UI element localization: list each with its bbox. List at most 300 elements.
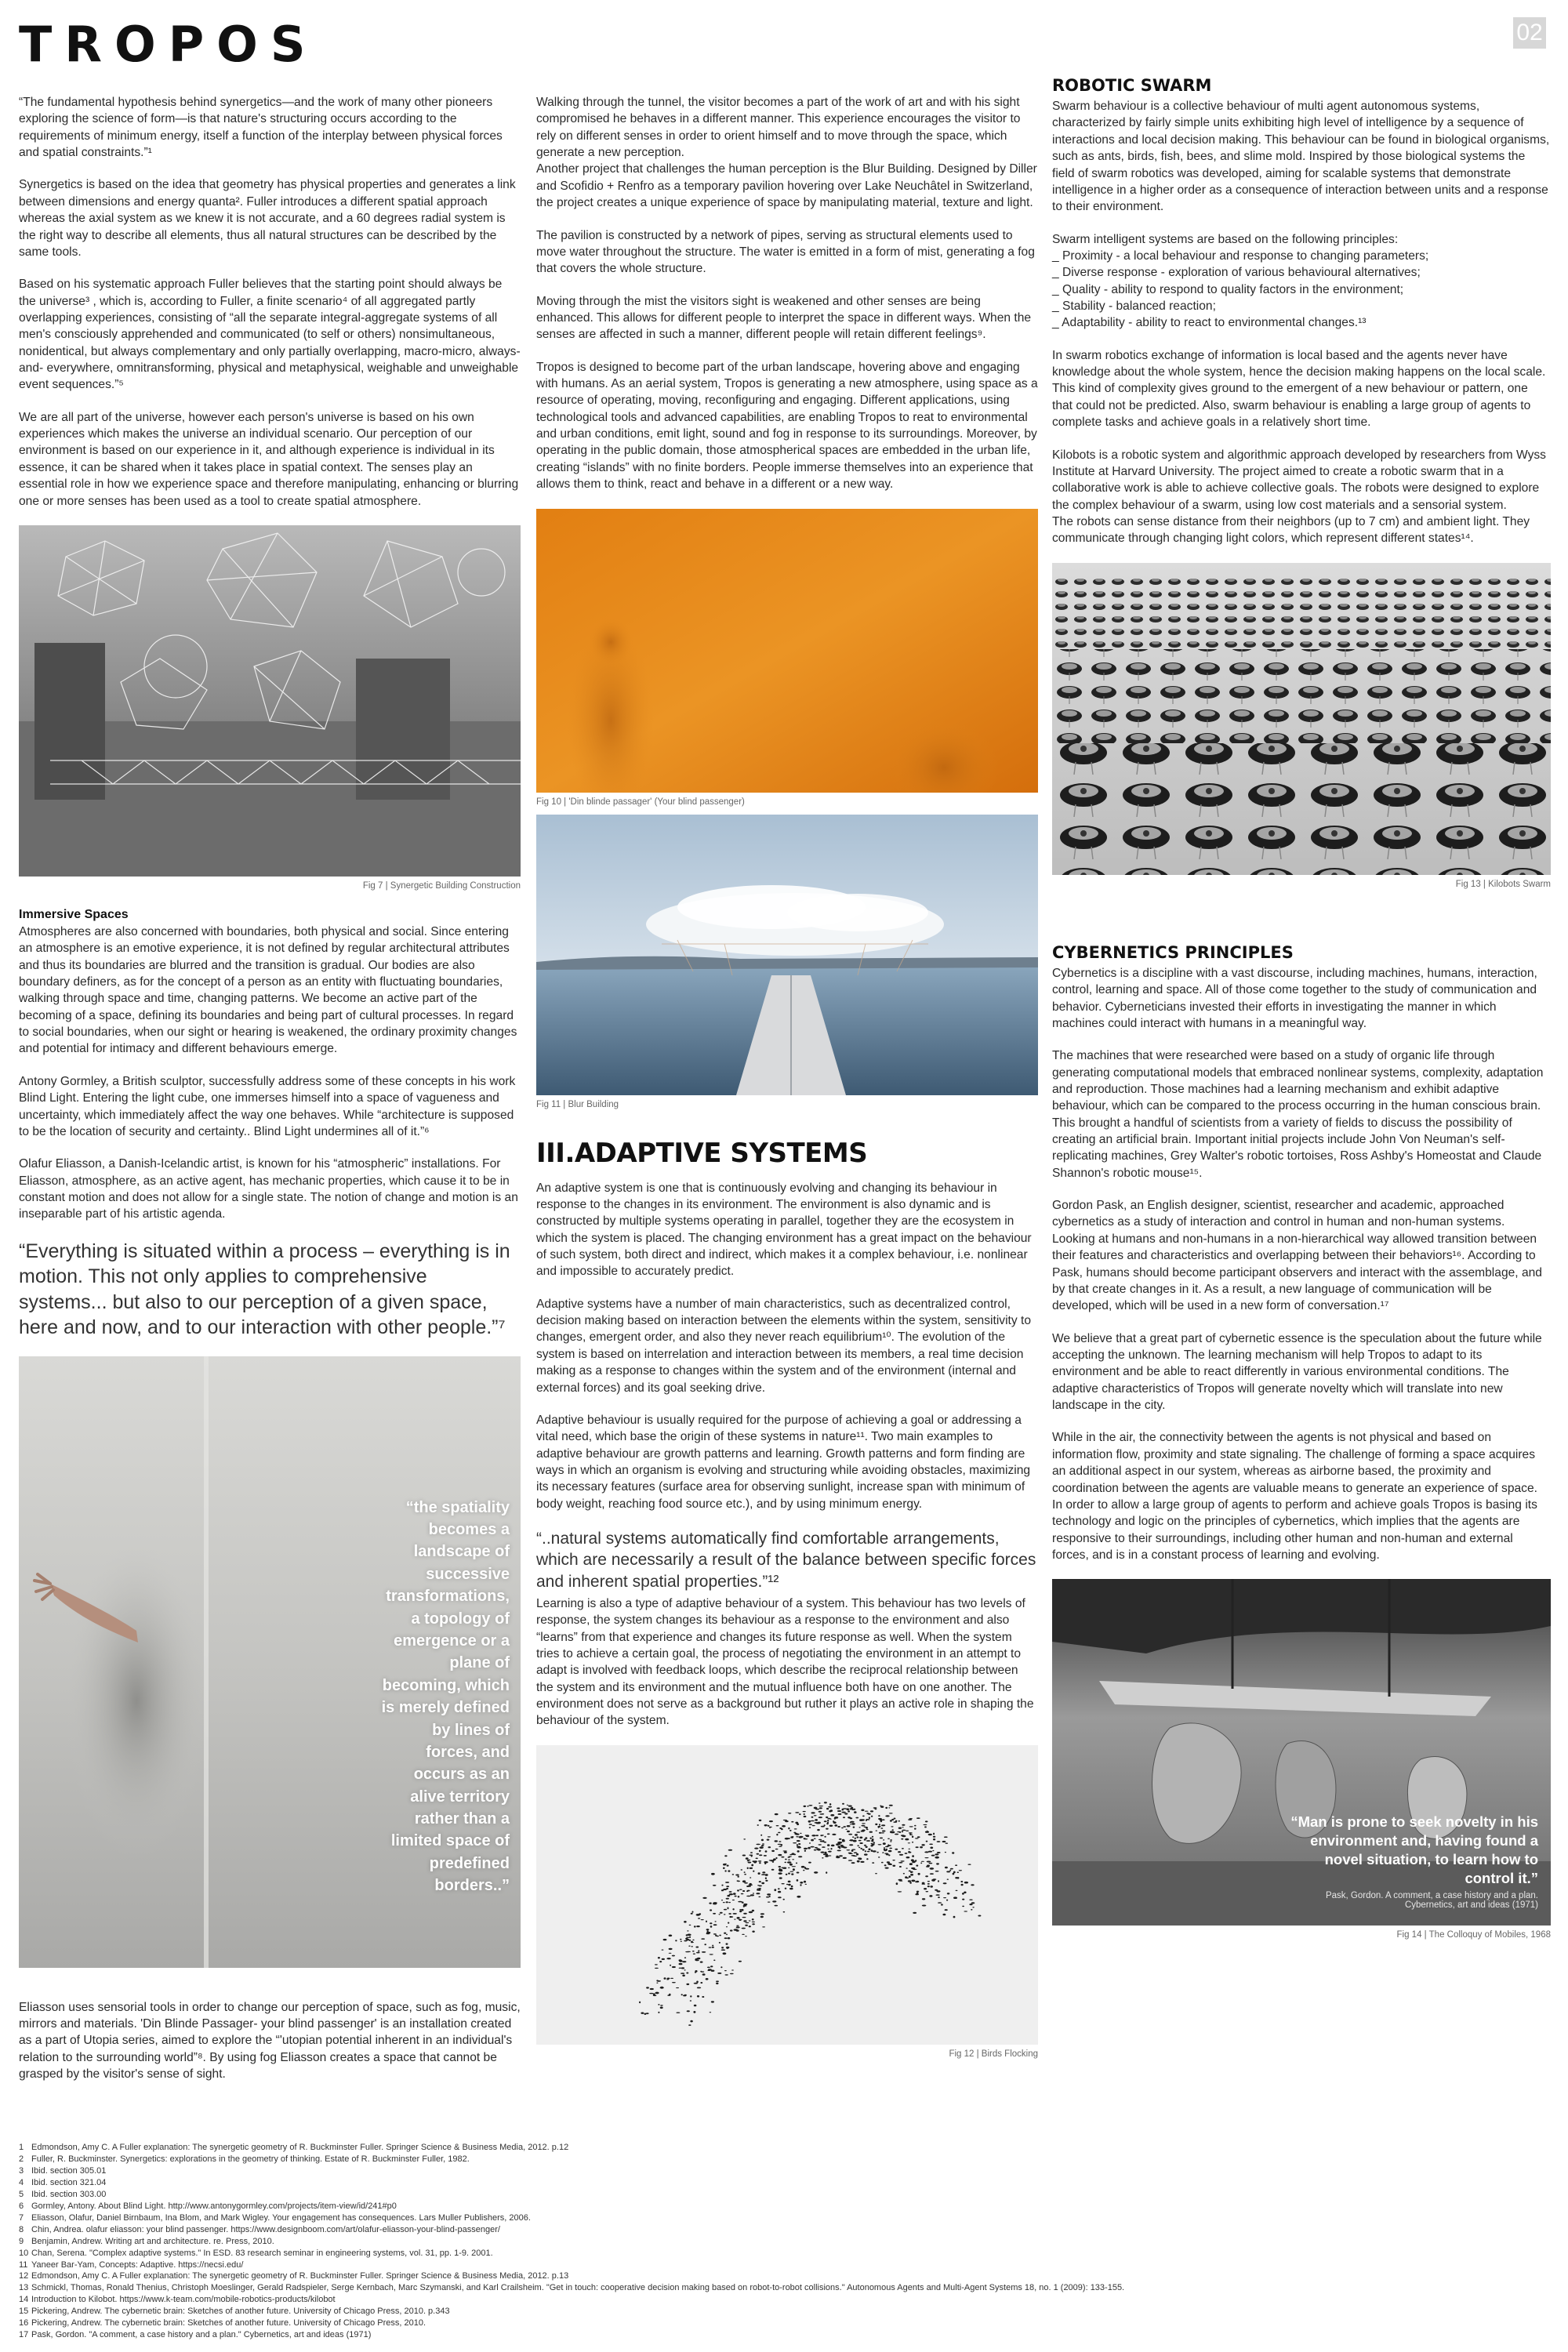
bird-mark	[818, 1817, 822, 1818]
bird-mark	[901, 1838, 903, 1839]
bird-mark	[689, 1939, 691, 1940]
bird-mark	[662, 1949, 664, 1950]
bird-mark	[804, 1848, 808, 1849]
bird-mark	[745, 1924, 748, 1926]
bird-mark	[759, 1849, 761, 1850]
bird-mark	[882, 1830, 886, 1831]
bird-mark	[856, 1853, 858, 1856]
bird-mark	[788, 1883, 791, 1886]
bird-mark	[641, 2012, 644, 2013]
bird-mark	[670, 1978, 673, 1979]
bird-mark	[937, 1890, 941, 1892]
bird-mark	[710, 1922, 712, 1924]
bird-mark	[793, 1842, 797, 1843]
bird-mark	[787, 1838, 790, 1839]
bird-mark	[956, 1889, 958, 1890]
bird-mark	[883, 1842, 886, 1845]
bird-mark	[719, 1942, 720, 1944]
bird-mark	[854, 1811, 857, 1813]
bird-mark	[681, 1967, 684, 1969]
bird-mark	[767, 1838, 770, 1840]
bird-mark	[723, 1867, 725, 1868]
bird-mark	[656, 1980, 659, 1981]
footnote	[19, 2329, 1555, 2341]
bird-mark	[773, 1858, 776, 1860]
bird-mark	[721, 1889, 724, 1891]
bird-mark	[772, 1900, 776, 1902]
bird-mark	[938, 1896, 940, 1898]
paragraph: We are all part of the universe, however each person's universe is based on his own experiences which makes the universe an individual scenario. Our perception of our environment is based on our experience in it, and although experience is individual in its essence, it can be shared when it takes place in spatial context. The senses play an essential role in how we experience space and therefore manipulating, enhancing or blurring one or more senses has been used as a tool to create spatial atmosphere.	[19, 410, 519, 508]
bird-mark	[895, 1849, 898, 1850]
footnote	[19, 2282, 1555, 2294]
bird-mark	[687, 1930, 688, 1931]
footnote-number: 17	[19, 2330, 29, 2340]
bird-mark	[728, 1870, 730, 1871]
bird-mark	[902, 1829, 906, 1831]
bird-mark	[929, 1895, 932, 1897]
footnote-number: 10	[19, 2248, 29, 2258]
paragraph: “The fundamental hypothesis behind synergetics—and the work of many other pioneers exploring the science of form—is that nature's structuring occurs according to the requirements of minimum energy, itself a function of the interplay between physical forces and spatial constraints.”¹	[19, 96, 503, 160]
footnote	[19, 2189, 1555, 2201]
bird-mark	[914, 1828, 916, 1829]
bird-mark	[815, 1835, 818, 1836]
bird-mark	[971, 1909, 972, 1911]
paragraph: Moving through the mist the visitors sight is weakened and other senses are being enhanced. This allows for different people to interpret the space in different ways. When the senses are affected in such a manner, different people will retain different feelings⁹.	[536, 294, 1032, 342]
footnote-number: 9	[19, 2236, 24, 2246]
bird-mark	[768, 1824, 770, 1826]
bird-mark	[726, 1901, 728, 1903]
bird-mark	[827, 1848, 829, 1849]
bird-mark	[778, 1854, 782, 1856]
bird-mark	[688, 2024, 691, 2026]
footnote	[19, 2177, 1555, 2189]
bird-mark	[706, 1920, 707, 1922]
bird-mark	[905, 1876, 907, 1878]
bird-mark	[726, 1943, 728, 1944]
bird-mark	[817, 1849, 821, 1851]
bird-mark	[878, 1815, 880, 1817]
bird-mark	[735, 1895, 737, 1896]
bird-mark	[826, 1871, 827, 1874]
bird-mark	[639, 2001, 641, 2003]
bird-mark	[757, 1889, 760, 1891]
footnote-text: Gormley, Antony. About Blind Light. http://www.antonygormley.com/projects/item-view/id/241#p0	[31, 2201, 397, 2211]
bird-mark	[853, 1826, 855, 1828]
bird-mark	[905, 1838, 909, 1841]
bird-mark	[795, 1812, 799, 1813]
bird-mark	[809, 1842, 811, 1843]
bird-mark	[865, 1810, 869, 1811]
bird-mark	[887, 1861, 890, 1863]
bird-mark	[788, 1859, 790, 1860]
bird-mark	[824, 1824, 826, 1826]
bird-mark	[738, 1896, 740, 1897]
bird-mark	[696, 1980, 699, 1983]
bird-mark	[889, 1864, 892, 1865]
bird-mark	[921, 1860, 924, 1861]
bird-mark	[803, 1811, 806, 1812]
bird-mark	[688, 1945, 690, 1946]
bird-mark	[799, 1836, 803, 1838]
bird-mark	[655, 1967, 659, 1968]
bird-mark	[818, 1839, 822, 1840]
bird-mark	[706, 1929, 710, 1930]
figure-blind-passenger	[536, 509, 1038, 793]
bird-mark	[720, 1966, 722, 1968]
bird-mark	[931, 1879, 935, 1882]
bird-mark	[772, 1861, 774, 1863]
bird-mark	[696, 1952, 700, 1954]
figure-caption: Fig 11 | Blur Building	[536, 1099, 619, 1109]
bird-mark	[746, 1922, 750, 1923]
bird-mark	[724, 1932, 726, 1933]
bird-mark	[707, 1970, 710, 1971]
footnote-text: Edmondson, Amy C. A Fuller explanation: The synergetic geometry of R. Buckminster Fuller. Springer Science & Business Media, 2012. p.12	[31, 2143, 569, 2152]
bird-mark	[913, 1912, 916, 1914]
bird-mark	[778, 1888, 780, 1889]
bird-mark	[721, 1947, 724, 1948]
bird-mark	[915, 1893, 919, 1895]
bird-mark	[804, 1880, 806, 1882]
bird-mark	[837, 1810, 841, 1812]
bird-mark	[927, 1860, 931, 1862]
bird-mark	[902, 1824, 905, 1826]
bird-mark	[710, 1954, 713, 1955]
bird-mark	[758, 1860, 761, 1862]
bird-mark	[933, 1838, 935, 1840]
bird-mark	[886, 1853, 889, 1855]
bird-mark	[910, 1834, 913, 1835]
footnote-text: Fuller, R. Buckminster. Synergetics: explorations in the geometry of thinking. Estate of R. Buckminster Fuller, 1982.	[31, 2154, 470, 2164]
bird-mark	[843, 1808, 848, 1809]
bird-mark	[884, 1849, 887, 1851]
footnote-text: Eliasson, Olafur, Daniel Birnbaum, Ina Blom, and Mark Wigley. Your engagement has consequences. Lars Muller Publishers, 2006.	[31, 2212, 531, 2223]
bird-mark	[739, 1961, 742, 1962]
bird-mark	[759, 1854, 762, 1856]
bird-mark	[681, 1994, 683, 1995]
footnote-number: 1	[19, 2143, 24, 2152]
footnote-text: Chin, Andrea. olafur eliasson: your blind passenger. https://www.designboom.com/art/olafur-eliasson-your-blind-passenger/	[31, 2224, 500, 2234]
bird-mark	[781, 1844, 783, 1846]
bird-mark	[789, 1856, 792, 1857]
bird-mark	[911, 1867, 915, 1869]
bird-mark	[700, 1961, 703, 1962]
bird-mark	[757, 1824, 759, 1826]
bird-mark	[889, 1805, 893, 1806]
paragraph: Antony Gormley, a British sculptor, successfully address some of these concepts in his work Blind Light. Entering the light cube, one immerses himself into a space of vagueness and uncertainty, which immediately affect the way one behaves. While “architecture is supposed to be the location of security and certainty.. Blind Light undermines all of it.”⁶	[19, 1074, 516, 1138]
bird-mark	[812, 1825, 815, 1826]
bird-mark	[898, 1862, 902, 1864]
bird-mark	[762, 1926, 765, 1927]
bird-mark	[793, 1868, 795, 1871]
paragraph: Gordon Pask, an English designer, scientist, researcher and academic, approached cybernetics as a study of interaction and control in human and non-human systems. Looking at humans and non-humans in a non-hierarchical way allowed transition between their features and characteristics and overlapping between their behaviors¹⁶. According to Pask, humans should become participant observers and interact with the assemblage, and by that create changes in it. As a result, a new language of communication will be developed, which will be used in a new form of conversation.¹⁷	[1052, 1199, 1542, 1313]
footnote-number: 7	[19, 2212, 24, 2223]
bird-mark	[720, 1911, 723, 1913]
bird-mark	[928, 1833, 932, 1835]
bird-mark	[728, 1937, 731, 1939]
bird-mark	[743, 1913, 747, 1915]
bird-mark	[890, 1820, 892, 1821]
bird-mark	[818, 1802, 821, 1804]
bird-mark	[713, 1903, 717, 1905]
bird-mark	[922, 1904, 927, 1906]
bird-mark	[695, 1958, 698, 1960]
paragraph: Synergetics is based on the idea that geometry has physical properties and generates a link between dimensions and energy quanta². Fuller introduces a different spatial approach whereas the axial system as we knew it is not accurate, and a 60 degrees radial system is the right way to describe all elements, thus all natural structures can be described by the same tools.	[19, 178, 516, 259]
bird-mark	[936, 1894, 940, 1896]
bird-mark	[744, 1871, 746, 1873]
bird-mark	[947, 1878, 949, 1879]
bird-mark	[888, 1854, 890, 1856]
figure-quote: “Man is prone to seek novelty in his environment and, having found a novel situation, to learn how to control it.”	[1290, 1813, 1538, 1887]
bird-mark	[737, 1917, 740, 1919]
bird-mark	[710, 1909, 712, 1911]
bird-mark	[794, 1828, 797, 1829]
bird-mark	[801, 1866, 805, 1868]
bird-mark	[898, 1851, 901, 1853]
bird-mark	[679, 1959, 682, 1961]
bird-mark	[884, 1864, 887, 1866]
bird-mark	[781, 1856, 784, 1857]
bird-mark	[818, 1810, 822, 1812]
bird-mark	[713, 1913, 716, 1915]
bird-mark	[669, 1952, 672, 1953]
figure-blur-building	[536, 815, 1038, 1095]
bird-mark	[699, 1913, 701, 1915]
column-left	[19, 94, 521, 2098]
bird-mark	[711, 1873, 715, 1875]
bird-mark	[789, 1888, 793, 1889]
bird-mark	[797, 1823, 799, 1825]
bird-mark	[935, 1889, 938, 1890]
bird-mark	[767, 1893, 771, 1895]
bird-mark	[853, 1839, 857, 1842]
bird-mark	[866, 1858, 868, 1860]
bird-mark	[953, 1916, 956, 1918]
bird-mark	[839, 1855, 843, 1857]
bird-mark	[786, 1873, 788, 1875]
bird-mark	[778, 1872, 782, 1875]
footnote-text: Benjamin, Andrew. Writing art and architecture. re. Press, 2010.	[31, 2236, 274, 2246]
footnote-number: 3	[19, 2165, 24, 2176]
bird-mark	[809, 1827, 811, 1828]
bird-mark	[935, 1853, 938, 1855]
figure-caption: Fig 14 | The Colloquy of Mobiles, 1968	[1396, 1930, 1551, 1940]
bird-mark	[737, 1889, 739, 1891]
bird-mark	[911, 1859, 914, 1861]
bird-mark	[793, 1831, 796, 1833]
bird-mark	[774, 1889, 776, 1891]
principles-list	[1052, 248, 1551, 332]
figure-caption: Fig 7 | Synergetic Building Construction	[362, 880, 521, 891]
column-right	[1052, 76, 1551, 1947]
bird-mark	[811, 1839, 814, 1842]
bird-mark	[885, 1806, 887, 1808]
bird-mark	[902, 1827, 904, 1828]
bird-mark	[943, 1882, 947, 1884]
bird-mark	[796, 1862, 797, 1864]
bird-mark	[935, 1871, 939, 1872]
figure-quote-source: Pask, Gordon. A comment, a case history and a plan. Cybernetics, art and ideas (1971)	[1325, 1891, 1538, 1911]
footnote-number: 14	[19, 2295, 29, 2305]
bird-mark	[724, 1914, 726, 1915]
bird-mark	[912, 1855, 914, 1857]
bird-mark	[858, 1840, 862, 1842]
bird-mark	[775, 1848, 779, 1849]
footnote	[19, 2154, 1555, 2165]
bird-mark	[693, 2011, 695, 2013]
bird-mark	[784, 1861, 786, 1863]
bird-mark	[692, 1939, 694, 1940]
bird-mark	[742, 1901, 744, 1903]
bird-mark	[838, 1813, 842, 1814]
bird-mark	[717, 1973, 721, 1974]
bird-mark	[830, 1848, 832, 1849]
bird-mark	[785, 1858, 787, 1860]
bird-mark	[848, 1810, 850, 1812]
bird-mark	[892, 1864, 895, 1866]
bird-mark	[758, 1872, 760, 1875]
bird-mark	[669, 1934, 673, 1936]
bird-mark	[908, 1848, 910, 1849]
bird-mark	[811, 1835, 815, 1836]
bird-mark	[706, 1978, 709, 1980]
bird-mark	[880, 1837, 883, 1838]
bird-mark	[769, 1820, 773, 1822]
bird-mark	[957, 1871, 959, 1873]
bird-mark	[761, 1838, 764, 1841]
paragraph: Swarm intelligent systems are based on the following principles:	[1052, 232, 1399, 246]
bird-mark	[870, 1810, 873, 1812]
bird-mark	[746, 1890, 748, 1892]
bird-mark	[851, 1823, 855, 1825]
bird-mark	[901, 1835, 905, 1836]
bird-mark	[843, 1817, 845, 1818]
figure-quote: “the spatiality becomes a landscape of successive transformations, a topology of emergence or a plane of becoming, which is merely defined by lines of forces, and occurs as an alive territory rather than a limited space of predefined borders..”	[381, 1498, 510, 1895]
bird-mark	[710, 2012, 712, 2013]
bird-mark	[933, 1836, 935, 1838]
bird-mark	[885, 1815, 890, 1817]
bird-mark	[957, 1877, 960, 1879]
bird-mark	[759, 1881, 761, 1882]
bird-mark	[946, 1871, 950, 1872]
bird-mark	[848, 1833, 852, 1835]
bird-mark	[679, 1963, 683, 1965]
bird-mark	[751, 1855, 753, 1857]
bird-mark	[866, 1819, 868, 1820]
bird-mark	[815, 1819, 818, 1821]
footnote	[19, 2270, 1555, 2282]
bird-mark	[845, 1828, 847, 1829]
bird-mark	[827, 1844, 829, 1846]
bird-mark	[771, 1869, 775, 1871]
bird-mark	[888, 1807, 890, 1808]
bird-mark	[733, 1893, 736, 1895]
kilobots-image	[1052, 563, 1551, 875]
bird-mark	[729, 1893, 733, 1895]
bird-mark	[710, 1965, 713, 1967]
bird-mark	[858, 1845, 859, 1846]
bird-mark	[727, 1864, 729, 1866]
bird-mark	[788, 1828, 789, 1830]
bird-mark	[817, 1829, 820, 1831]
bird-mark	[783, 1850, 787, 1851]
bird-mark	[713, 1933, 717, 1935]
bird-mark	[737, 1880, 739, 1881]
bird-mark	[849, 1839, 853, 1841]
bird-mark	[659, 1961, 662, 1962]
footnote-text: Yaneer Bar-Yam, Concepts: Adaptive. https://necsi.edu/	[31, 2259, 244, 2270]
bird-mark	[924, 1888, 927, 1889]
bird-mark	[650, 1988, 654, 1990]
bird-mark	[814, 1871, 818, 1874]
bird-mark	[686, 1983, 689, 1984]
bird-mark	[804, 1805, 807, 1806]
bird-mark	[927, 1881, 930, 1882]
bird-mark	[916, 1890, 919, 1892]
footnote-number: 6	[19, 2201, 24, 2211]
bird-mark	[646, 1987, 649, 1988]
bird-mark	[866, 1828, 869, 1830]
bird-mark	[808, 1805, 812, 1806]
footnote	[19, 2165, 1555, 2177]
paragraph: Another project that challenges the human perception is the Blur Building. Designed by Diller and Scofidio + Renfro as a temporary pavilion hovering over Lake Neuchâtel in Switzerland, the project creates a unique experience of space by manipulating material, texture and light.	[536, 162, 1037, 210]
bird-mark	[739, 1910, 742, 1912]
bird-mark	[896, 1882, 898, 1885]
bird-mark	[750, 1852, 753, 1853]
paragraph: Cybernetics is a discipline with a vast discourse, including machines, humans, interaction, control, learning and space. All of those come together to the study of communication and behavior. Cyberneticians invested their efforts in investigating the manner in which machines could interact with humans in a meaningful way.	[1052, 966, 1537, 1030]
bird-mark	[742, 1854, 746, 1856]
bird-mark	[894, 1817, 896, 1819]
bird-mark	[922, 1882, 925, 1884]
bird-mark	[679, 1967, 682, 1968]
bird-mark	[873, 1807, 877, 1809]
bird-mark	[908, 1842, 910, 1843]
bird-mark	[784, 1851, 787, 1853]
footnote-number: 5	[19, 2189, 24, 2199]
bird-mark	[684, 1994, 687, 1995]
bird-mark	[924, 1826, 927, 1828]
bird-mark	[953, 1873, 955, 1875]
bird-mark	[757, 1853, 760, 1855]
bird-mark	[786, 1883, 789, 1885]
bird-mark	[728, 1849, 732, 1851]
bird-mark	[792, 1859, 794, 1860]
bird-mark	[717, 1935, 719, 1936]
bird-mark	[916, 1864, 918, 1866]
bird-mark	[731, 1969, 734, 1970]
bird-mark	[680, 1938, 681, 1940]
bird-mark	[933, 1832, 935, 1835]
bird-mark	[752, 1909, 754, 1911]
bird-mark	[765, 1874, 768, 1876]
pull-quote: “Everything is situated within a process – everything is in motion. This not only applies to comprehensive systems... but also to our perception of a given space, here and now, and to our interaction with other people.”⁷	[19, 1240, 510, 1339]
bird-mark	[760, 1846, 764, 1849]
bird-mark	[697, 1987, 701, 1988]
bird-mark	[792, 1853, 795, 1855]
bird-mark	[901, 1860, 905, 1861]
bird-mark	[930, 1867, 935, 1870]
bird-mark	[898, 1891, 902, 1892]
bird-mark	[926, 1891, 929, 1892]
bird-mark	[707, 1966, 710, 1968]
bird-mark	[764, 1824, 768, 1825]
bird-mark	[861, 1809, 864, 1811]
bird-mark	[931, 1854, 935, 1856]
bird-mark	[850, 1821, 854, 1823]
bird-mark	[711, 2001, 714, 2002]
bird-mark	[672, 1966, 676, 1968]
paragraph: An adaptive system is one that is continuously evolving and changing its behaviour in response to the changes in its environment. The environment is also dynamic and is constructed by multiple systems operating in parallel, together they are the ecosystem in which the system is placed. The changing environment has a great impact on the behaviour of such system, both direct and indirect, which makes it a complex behaviour, i.e. nonlinear and impossible to accurately predict.	[536, 1181, 1032, 1279]
